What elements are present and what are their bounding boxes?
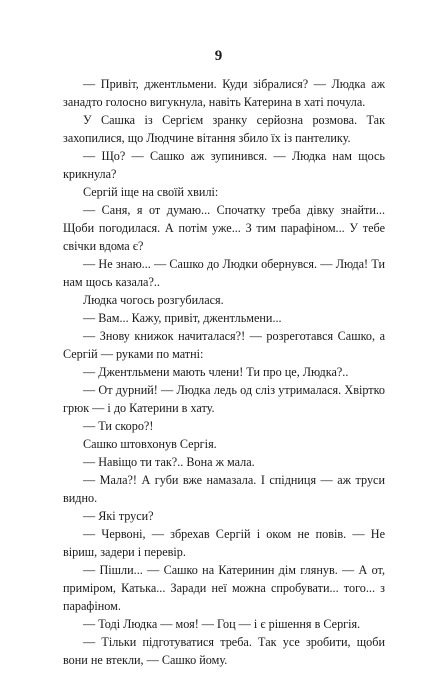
paragraph-3: — Що? — Сашко аж зупинився. — Людка нам щось крикнула? <box>63 149 385 181</box>
paragraph-4: Сергій іще на своїй хвилі: <box>83 185 219 199</box>
paragraph-11: — От дурний! — Людка ледь од сліз утрималася. Хвіртко грюк — і до Катерини в хату. <box>63 383 385 415</box>
paragraph-8: — Вам... Кажу, привіт, джентльмени... <box>83 311 282 325</box>
paragraph-18: — Пішли... — Сашко на Катеринин дім глянув. — А от, приміром, Катька... Заради неї можна спробувати... того... з парафіном. <box>63 563 385 613</box>
paragraph-19: — Тоді Людка — моя! — Гоц — і є рішення в Сергія. <box>83 617 361 631</box>
page-number: 9 <box>214 48 223 64</box>
paragraph-2: У Сашка із Сергієм зранку серйозна розмова. Так захопилися, що Людчине вітання збило їх із пантелику. <box>63 113 385 145</box>
paragraph-7: Людка чогось розгубилася. <box>83 293 224 307</box>
paragraph-20: — Тільки підготуватися треба. Так усе зробити, щоби вони не втекли, — Сашко йому. <box>63 635 385 667</box>
paragraph-14: — Навіщо ти так?.. Вона ж мала. <box>83 455 255 469</box>
page-text <box>63 75 385 669</box>
paragraph-13: Сашко штовхонув Сергія. <box>83 437 217 451</box>
paragraph-17: — Червоні, — збрехав Сергій і оком не повів. — Не віриш, задери і перевір. <box>63 527 385 559</box>
paragraph-1: — Привіт, джентльмени. Куди зібралися? — Людка аж занадто голосно вигукнула, навіть Катерина в хаті почула. <box>63 77 385 109</box>
paragraph-5: — Саня, я от думаю... Спочатку треба дівку знайти... Щоби погодилася. А потім уже... З тим парафіном... У тебе свічки вдома є? <box>63 203 385 253</box>
paragraph-12: — Ти скоро?! <box>83 419 154 433</box>
paragraph-16: — Які труси? <box>83 509 154 523</box>
paragraph-10: — Джентльмени мають члени! Ти про це, Людка?.. <box>83 365 349 379</box>
paragraph-9: — Знову книжок начиталася?! — розреготався Сашко, а Сергій — руками по матні: <box>63 329 385 361</box>
paragraph-6: — Не знаю... — Сашко до Людки обернувся. — Люда! Ти нам щось казала?.. <box>63 257 385 289</box>
paragraph-15: — Мала?! А губи вже намазала. І спідниця — аж труси видно. <box>63 473 385 505</box>
